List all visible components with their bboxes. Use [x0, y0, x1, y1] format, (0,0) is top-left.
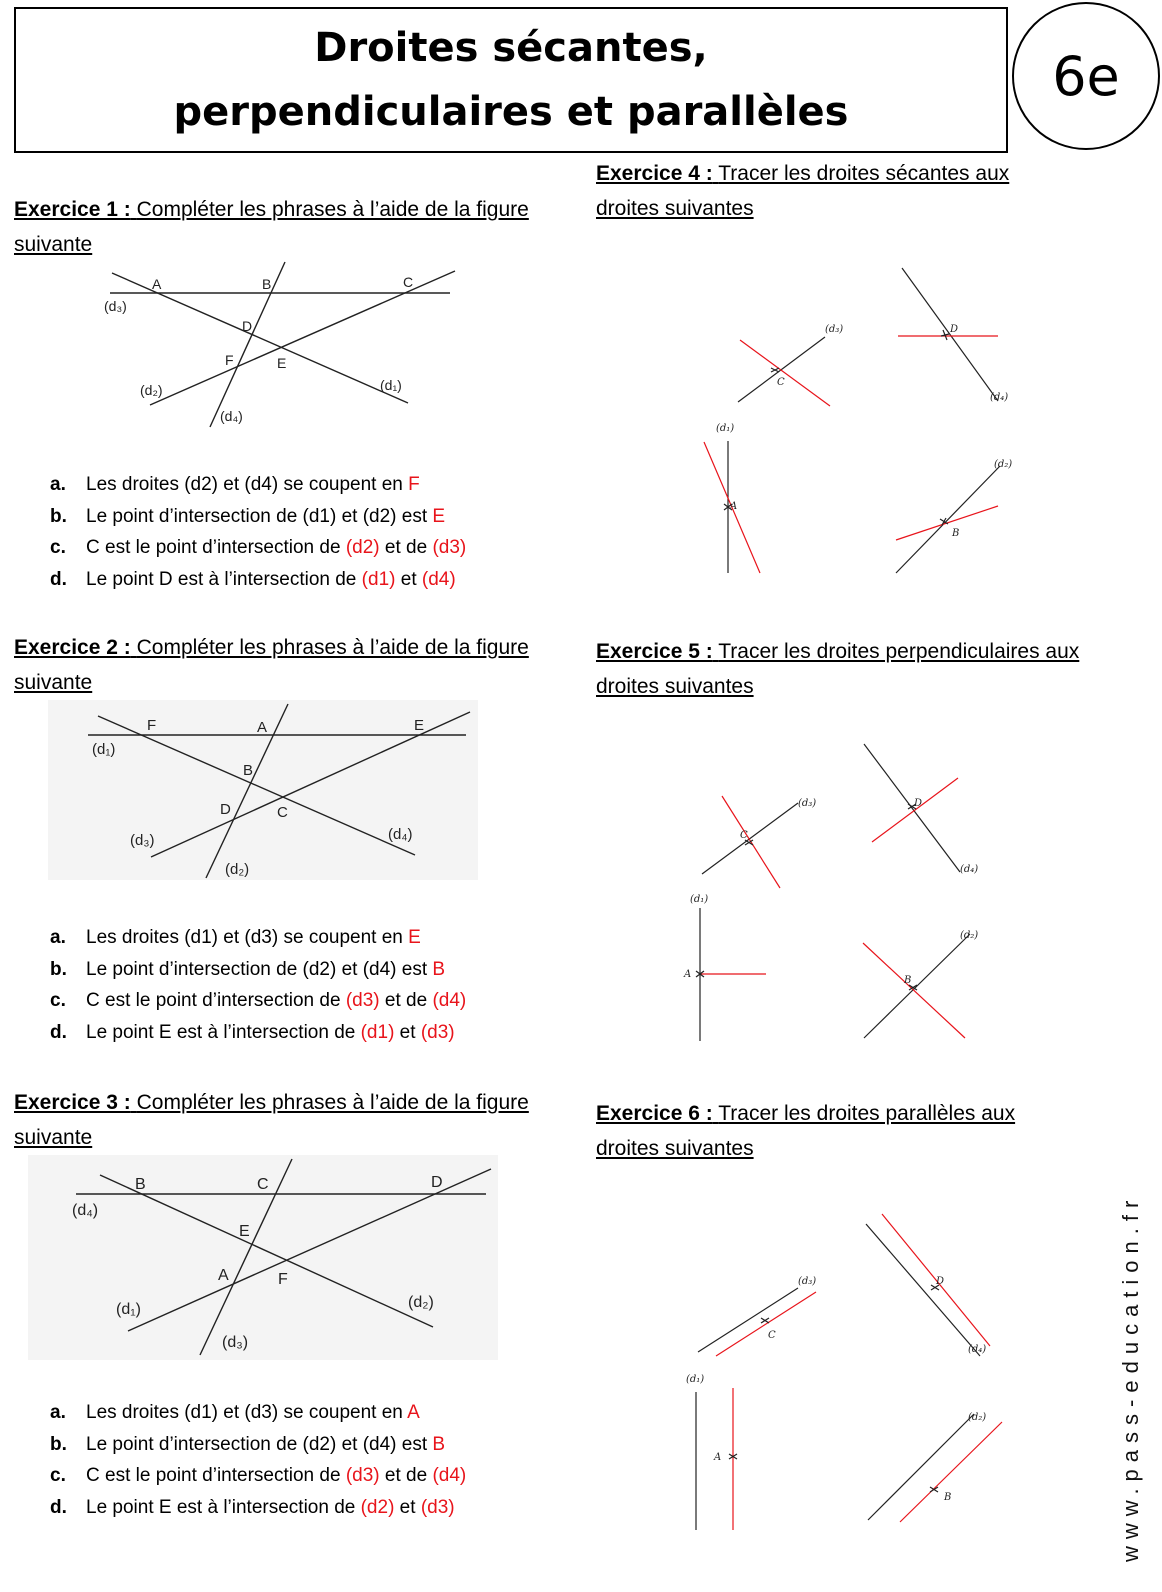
item-answer: (d1) — [360, 1021, 395, 1043]
exercise-2-number: Exercice 2 : — [14, 636, 131, 659]
exercise-3-heading — [14, 1085, 534, 1155]
label-d4: (d₄) — [72, 1202, 99, 1219]
answer-item — [50, 469, 466, 501]
label-A: A — [218, 1267, 229, 1284]
item-answer: (d3) — [345, 1465, 380, 1486]
label-B: B — [243, 762, 254, 779]
item-text: Le point d’intersection de (d1) et (d2) est — [86, 505, 433, 527]
label-d4: (d₄) — [960, 864, 979, 875]
answer-item — [50, 954, 466, 986]
item-answer: E — [432, 505, 446, 527]
label-B: B — [135, 1176, 146, 1193]
item-text: Le point E est à l’intersection de — [86, 1021, 361, 1043]
label-d3: (d₃) — [798, 1276, 817, 1287]
item-letter: b. — [50, 1433, 67, 1455]
item-letter: d. — [50, 568, 67, 590]
label-B: B — [262, 276, 272, 292]
item-text: Les droites (d1) et (d3) se coupent en — [86, 1402, 408, 1423]
label-A: A — [714, 1452, 722, 1463]
item-letter: c. — [50, 537, 66, 558]
exercise-6-figure — [680, 1210, 1060, 1535]
label-D: D — [431, 1174, 443, 1191]
site-watermark: www.pass-education.fr — [1118, 1193, 1143, 1562]
item-answer: (d4) — [432, 1465, 467, 1486]
exercise-2-heading — [14, 630, 534, 700]
exercise-6-instruction: Tracer les droites parallèles aux droites suivantes — [596, 1102, 1016, 1160]
exercise-1-instruction: Compléter les phrases à l’aide de la figure suivante — [14, 198, 529, 256]
item-text: Le point D est à l’intersection de — [86, 568, 362, 590]
exercise-4-number: Exercice 4 : — [596, 162, 713, 185]
label-A: A — [730, 501, 738, 512]
label-d1: (d₁) — [116, 1301, 141, 1318]
label-F: F — [147, 717, 157, 734]
item-text: C est le point d’intersection de — [86, 1465, 346, 1486]
answer-item — [50, 1017, 466, 1049]
label-d2: (d₂) — [408, 1294, 434, 1311]
label-F: F — [225, 352, 234, 368]
exercise-5-instruction: Tracer les droites perpendiculaires aux droites suivantes — [596, 640, 1080, 698]
item-answer: B — [432, 958, 446, 980]
label-C: C — [740, 830, 748, 841]
answer-item — [50, 564, 466, 596]
item-text: Les droites (d2) et (d4) se coupent en — [86, 474, 409, 495]
label-F: F — [278, 1271, 288, 1288]
item-letter: a. — [50, 474, 66, 495]
label-d1: (d₁) — [716, 423, 735, 434]
label-D: D — [936, 1276, 945, 1287]
point-markers — [724, 330, 949, 525]
label-C: C — [768, 1330, 776, 1341]
item-answer: E — [408, 927, 421, 948]
line-d2 — [150, 271, 455, 405]
item-answer: (d2) — [360, 1496, 395, 1518]
exercise-3-instruction: Compléter les phrases à l’aide de la figure suivante — [14, 1091, 529, 1149]
item-answer: (d4) — [421, 568, 456, 590]
item-answer: F — [408, 474, 420, 495]
secant-line-c — [740, 340, 830, 406]
answer-item — [50, 1429, 466, 1461]
label-d1: (d₁) — [92, 741, 116, 758]
item-text: et de — [379, 1465, 433, 1486]
label-D: D — [914, 798, 923, 809]
item-letter: a. — [50, 1402, 66, 1423]
item-text: et — [394, 1021, 421, 1043]
line-d2 — [896, 466, 1000, 573]
answer-item — [50, 532, 466, 564]
item-answer: (d3) — [420, 1021, 455, 1043]
label-B: B — [904, 975, 912, 986]
label-d1: (d₁) — [690, 894, 709, 905]
item-letter: d. — [50, 1021, 67, 1043]
item-letter: d. — [50, 1496, 67, 1518]
label-d4: (d₄) — [388, 826, 413, 843]
line-d3 — [702, 803, 798, 874]
label-A: A — [152, 276, 162, 292]
item-answer: (d1) — [361, 568, 396, 590]
line-d2 — [864, 934, 970, 1038]
item-text: C est le point d’intersection de — [86, 990, 346, 1011]
item-text: et de — [379, 990, 433, 1011]
label-D: D — [220, 801, 231, 818]
label-d1: (d₁) — [380, 377, 402, 393]
exercise-5-figure — [680, 738, 1060, 1048]
exercise-3-number: Exercice 3 : — [14, 1091, 131, 1114]
label-D: D — [950, 324, 959, 335]
exercise-2-figure — [48, 700, 478, 880]
item-text: Les droites (d1) et (d3) se coupent en — [86, 927, 409, 948]
label-d3: (d₃) — [222, 1334, 249, 1351]
label-C: C — [277, 804, 288, 821]
exercise-4-heading — [596, 156, 1076, 226]
perpendicular-line-d — [872, 778, 958, 842]
label-d3: (d₃) — [104, 298, 127, 314]
item-answer: (d3) — [345, 990, 380, 1011]
label-d1: (d₁) — [686, 1374, 705, 1385]
item-answer: (d3) — [420, 1496, 455, 1518]
label-B: B — [952, 528, 960, 539]
page-title: Droites sécantes, perpendiculaires et parallèles — [173, 25, 849, 135]
label-d3: (d₃) — [130, 832, 155, 849]
exercise-6-number: Exercice 6 : — [596, 1102, 713, 1125]
exercise-1-figure — [90, 255, 470, 430]
label-d4: (d₄) — [968, 1344, 987, 1355]
label-E: E — [239, 1223, 250, 1240]
item-letter: a. — [50, 927, 66, 948]
label-d2: (d₂) — [140, 382, 163, 398]
label-d3: (d₃) — [825, 324, 844, 335]
item-text: et de — [379, 537, 433, 558]
label-d2: (d₂) — [994, 459, 1013, 470]
exercise-4-instruction: Tracer les droites sécantes aux droites suivantes — [596, 162, 1010, 220]
item-answer: (d4) — [432, 990, 467, 1011]
line-d4 — [864, 744, 960, 872]
label-d2: (d₂) — [225, 861, 250, 878]
label-D: D — [242, 318, 253, 334]
item-letter: b. — [50, 958, 67, 980]
item-text: et — [395, 568, 422, 590]
label-d3: (d₃) — [798, 798, 817, 809]
exercise-4-figure — [680, 260, 1060, 585]
line-d3 — [698, 1288, 798, 1352]
exercise-2-answers — [50, 922, 466, 1048]
answer-item — [50, 501, 466, 533]
parallel-line-c — [716, 1292, 816, 1356]
perpendicular-line-c — [722, 796, 780, 888]
item-answer: (d2) — [345, 537, 380, 558]
label-A: A — [684, 969, 692, 980]
item-answer: A — [407, 1402, 420, 1423]
exercise-6-heading — [596, 1096, 1076, 1166]
item-letter: c. — [50, 990, 66, 1011]
label-E: E — [414, 717, 425, 734]
label-d2: (d₂) — [968, 1412, 987, 1423]
answer-item — [50, 1460, 466, 1492]
item-answer: (d3) — [432, 537, 467, 558]
item-letter: c. — [50, 1465, 66, 1486]
exercise-1-answers — [50, 469, 466, 595]
line-d2 — [868, 1414, 974, 1520]
label-C: C — [777, 377, 785, 388]
exercise-1-number: Exercice 1 : — [14, 198, 131, 221]
line-d4 — [866, 1224, 980, 1356]
label-C: C — [403, 274, 414, 290]
item-text: C est le point d’intersection de — [86, 537, 346, 558]
item-text: Le point d’intersection de (d2) et (d4) est — [86, 1433, 433, 1455]
exercise-3-figure — [28, 1155, 498, 1360]
item-letter: b. — [50, 505, 67, 527]
label-E: E — [277, 355, 287, 371]
label-C: C — [257, 1176, 269, 1193]
label-d4: (d₄) — [990, 392, 1009, 403]
answer-item — [50, 1397, 466, 1429]
label-d2: (d₂) — [960, 930, 979, 941]
label-d4: (d₄) — [220, 408, 243, 424]
item-text: Le point d’intersection de (d2) et (d4) est — [86, 958, 433, 980]
exercise-3-answers — [50, 1397, 466, 1523]
exercise-2-instruction: Compléter les phrases à l’aide de la figure suivante — [14, 636, 529, 694]
label-B: B — [944, 1492, 952, 1503]
label-A: A — [257, 719, 268, 736]
point-markers — [729, 1285, 939, 1492]
title-box — [14, 7, 1008, 153]
item-text: et — [394, 1496, 421, 1518]
grade-badge: 6e — [1012, 2, 1160, 150]
answer-item — [50, 922, 466, 954]
answer-item — [50, 1492, 466, 1524]
exercise-5-number: Exercice 5 : — [596, 640, 713, 663]
item-text: Le point E est à l’intersection de — [86, 1496, 361, 1518]
item-answer: B — [432, 1433, 446, 1455]
exercise-5-heading — [596, 634, 1096, 704]
exercise-1-heading — [14, 192, 534, 262]
answer-item — [50, 985, 466, 1017]
